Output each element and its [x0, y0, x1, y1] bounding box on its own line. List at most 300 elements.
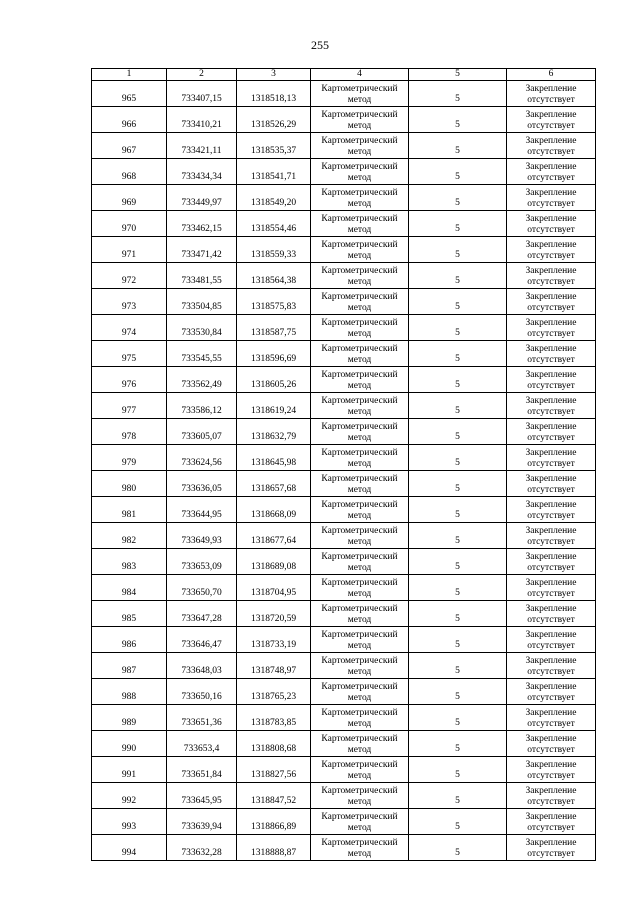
- method-cell-text: Картометрический: [321, 370, 398, 380]
- fixation-cell: [507, 289, 596, 315]
- table-row: [92, 679, 596, 705]
- fixation-cell-text: Закрепление: [525, 162, 577, 172]
- method-cell-text: метод: [347, 745, 372, 755]
- fixation-cell: [507, 263, 596, 289]
- method-cell-text: метод: [347, 95, 372, 105]
- method-cell-text: Картометрический: [321, 162, 398, 172]
- coord-x-cell: [167, 783, 237, 809]
- coord-x-cell: [167, 133, 237, 159]
- point-number-cell: [92, 549, 167, 575]
- method-cell: [311, 835, 409, 861]
- accuracy-cell: [409, 185, 507, 211]
- fixation-cell-text: Закрепление: [525, 838, 577, 848]
- coord-x-cell-text: 733650,70: [181, 588, 222, 598]
- table-row: [92, 367, 596, 393]
- fixation-cell-text: отсутствует: [527, 407, 575, 417]
- page-number: 255: [311, 38, 329, 52]
- method-cell: [311, 315, 409, 341]
- fixation-cell-text: отсутствует: [527, 329, 575, 339]
- accuracy-cell: [409, 835, 507, 861]
- point-number-cell: [92, 679, 167, 705]
- accuracy-cell: [409, 471, 507, 497]
- coord-x-cell-text: 733651,36: [181, 718, 222, 728]
- point-number-cell-text: 967: [121, 146, 137, 156]
- method-cell-text: метод: [347, 199, 372, 209]
- fixation-cell-text: отсутствует: [527, 745, 575, 755]
- method-cell-text: метод: [347, 251, 372, 261]
- table-row: [92, 133, 596, 159]
- method-cell: [311, 367, 409, 393]
- accuracy-cell-text: 5: [455, 536, 460, 546]
- method-cell: [311, 133, 409, 159]
- point-number-cell: [92, 445, 167, 471]
- method-cell: [311, 237, 409, 263]
- method-cell: [311, 393, 409, 419]
- coord-y-cell-text: 1318847,52: [250, 796, 297, 806]
- table-row: [92, 263, 596, 289]
- method-cell-text: Картометрический: [321, 760, 398, 770]
- coord-x-cell-text: 733605,07: [181, 432, 222, 442]
- fixation-cell-text: отсутствует: [527, 277, 575, 287]
- method-cell-text: Картометрический: [321, 682, 398, 692]
- coord-y-cell: [237, 653, 311, 679]
- coord-x-cell-text: 733624,56: [181, 458, 222, 468]
- coord-x-cell: [167, 757, 237, 783]
- coord-x-cell: [167, 289, 237, 315]
- fixation-cell-text: Закрепление: [525, 448, 577, 458]
- method-cell-text: метод: [347, 641, 372, 651]
- column-header: 2: [167, 69, 237, 81]
- method-cell: [311, 289, 409, 315]
- table-row: [92, 393, 596, 419]
- coord-x-cell: [167, 523, 237, 549]
- point-number-cell: [92, 393, 167, 419]
- fixation-cell: [507, 159, 596, 185]
- method-cell: [311, 705, 409, 731]
- coord-y-cell: [237, 237, 311, 263]
- method-cell-text: метод: [347, 693, 372, 703]
- point-number-cell: [92, 497, 167, 523]
- fixation-cell-text: Закрепление: [525, 812, 577, 822]
- fixation-cell: [507, 523, 596, 549]
- fixation-cell-text: отсутствует: [527, 537, 575, 547]
- method-cell-text: Картометрический: [321, 136, 398, 146]
- fixation-cell: [507, 211, 596, 237]
- table-row: [92, 731, 596, 757]
- method-cell-text: метод: [347, 667, 372, 677]
- point-number-cell-text: 994: [121, 848, 137, 858]
- fixation-cell-text: отсутствует: [527, 771, 575, 781]
- coord-y-cell-text: 1318689,08: [250, 562, 297, 572]
- coord-x-cell: [167, 497, 237, 523]
- accuracy-cell: [409, 263, 507, 289]
- coord-y-cell: [237, 315, 311, 341]
- coord-y-cell: [237, 393, 311, 419]
- coord-y-cell-text: 1318888,87: [250, 848, 297, 858]
- accuracy-cell: [409, 289, 507, 315]
- coord-y-cell: [237, 809, 311, 835]
- fixation-cell-text: отсутствует: [527, 173, 575, 183]
- point-number-cell-text: 969: [121, 198, 137, 208]
- accuracy-cell: [409, 107, 507, 133]
- coord-y-cell: [237, 159, 311, 185]
- method-cell: [311, 341, 409, 367]
- coord-x-cell: [167, 185, 237, 211]
- accuracy-cell-text: 5: [455, 848, 460, 858]
- point-number-cell: [92, 809, 167, 835]
- fixation-cell-text: отсутствует: [527, 199, 575, 209]
- point-number-cell: [92, 601, 167, 627]
- accuracy-cell-text: 5: [455, 354, 460, 364]
- method-cell-text: Картометрический: [321, 500, 398, 510]
- fixation-cell: [507, 627, 596, 653]
- accuracy-cell: [409, 653, 507, 679]
- coord-x-cell-text: 733647,28: [181, 614, 222, 624]
- method-cell-text: метод: [347, 719, 372, 729]
- coord-y-cell-text: 1318668,09: [250, 510, 297, 520]
- coord-x-cell-text: 733636,05: [181, 484, 222, 494]
- method-cell-text: Картометрический: [321, 552, 398, 562]
- method-cell-text: метод: [347, 407, 372, 417]
- point-number-cell: [92, 419, 167, 445]
- method-cell-text: метод: [347, 771, 372, 781]
- coord-x-cell-text: 733407,15: [181, 94, 222, 104]
- accuracy-cell: [409, 705, 507, 731]
- coord-y-cell-text: 1318549,20: [250, 198, 297, 208]
- table-row: [92, 497, 596, 523]
- method-cell: [311, 549, 409, 575]
- accuracy-cell: [409, 601, 507, 627]
- coord-y-cell: [237, 523, 311, 549]
- coord-x-cell-text: 733434,34: [181, 172, 222, 182]
- accuracy-cell: [409, 367, 507, 393]
- table-row: [92, 627, 596, 653]
- coord-y-cell-text: 1318748,97: [250, 666, 297, 676]
- coord-x-cell-text: 733649,93: [181, 536, 222, 546]
- accuracy-cell-text: 5: [455, 588, 460, 598]
- point-number-cell: [92, 523, 167, 549]
- point-number-cell-text: 984: [121, 588, 137, 598]
- method-cell-text: метод: [347, 849, 372, 859]
- coord-y-cell: [237, 575, 311, 601]
- coord-x-cell: [167, 237, 237, 263]
- accuracy-cell-text: 5: [455, 484, 460, 494]
- coord-y-cell-text: 1318605,26: [250, 380, 297, 390]
- accuracy-cell: [409, 315, 507, 341]
- table-row: [92, 289, 596, 315]
- point-number-cell-text: 985: [121, 614, 137, 624]
- fixation-cell: [507, 575, 596, 601]
- coord-y-cell-text: 1318720,59: [250, 614, 297, 624]
- accuracy-cell-text: 5: [455, 276, 460, 286]
- fixation-cell: [507, 133, 596, 159]
- point-number-cell-text: 978: [121, 432, 137, 442]
- coord-x-cell-text: 733651,84: [181, 770, 222, 780]
- fixation-cell: [507, 393, 596, 419]
- method-cell-text: метод: [347, 823, 372, 833]
- accuracy-cell: [409, 81, 507, 107]
- coord-y-cell-text: 1318783,85: [250, 718, 297, 728]
- method-cell: [311, 653, 409, 679]
- accuracy-cell-text: 5: [455, 770, 460, 780]
- method-cell-text: метод: [347, 615, 372, 625]
- coord-x-cell: [167, 263, 237, 289]
- table-row: [92, 237, 596, 263]
- coord-x-cell: [167, 81, 237, 107]
- point-number-cell: [92, 835, 167, 861]
- method-cell-text: метод: [347, 797, 372, 807]
- point-number-cell-text: 975: [121, 354, 137, 364]
- fixation-cell-text: отсутствует: [527, 459, 575, 469]
- table-body: [92, 81, 596, 861]
- table-row: [92, 601, 596, 627]
- accuracy-cell-text: 5: [455, 796, 460, 806]
- fixation-cell-text: Закрепление: [525, 630, 577, 640]
- point-number-cell: [92, 705, 167, 731]
- method-cell-text: метод: [347, 433, 372, 443]
- coord-x-cell-text: 733645,95: [181, 796, 222, 806]
- coord-y-cell-text: 1318587,75: [250, 328, 297, 338]
- method-cell: [311, 263, 409, 289]
- table-row: [92, 159, 596, 185]
- fixation-cell-text: отсутствует: [527, 693, 575, 703]
- method-cell: [311, 497, 409, 523]
- table-row: [92, 809, 596, 835]
- point-number-cell: [92, 783, 167, 809]
- coord-y-cell-text: 1318554,46: [250, 224, 297, 234]
- method-cell-text: метод: [347, 563, 372, 573]
- method-cell: [311, 601, 409, 627]
- coord-y-cell: [237, 263, 311, 289]
- coord-x-cell: [167, 445, 237, 471]
- fixation-cell: [507, 367, 596, 393]
- column-header: 6: [507, 69, 596, 81]
- accuracy-cell-text: 5: [455, 614, 460, 624]
- fixation-cell-text: отсутствует: [527, 381, 575, 391]
- column-header: 5: [409, 69, 507, 81]
- point-number-cell-text: 974: [121, 328, 137, 338]
- point-number-cell: [92, 289, 167, 315]
- coord-y-cell-text: 1318526,29: [250, 120, 297, 130]
- coord-y-cell: [237, 419, 311, 445]
- fixation-cell-text: Закрепление: [525, 188, 577, 198]
- point-number-cell-text: 989: [121, 718, 137, 728]
- fixation-cell-text: Закрепление: [525, 552, 577, 562]
- table-row: [92, 757, 596, 783]
- fixation-cell: [507, 445, 596, 471]
- coord-y-cell: [237, 185, 311, 211]
- fixation-cell-text: отсутствует: [527, 511, 575, 521]
- point-number-cell-text: 979: [121, 458, 137, 468]
- coord-x-cell: [167, 575, 237, 601]
- fixation-cell-text: Закрепление: [525, 214, 577, 224]
- point-number-cell-text: 966: [121, 120, 137, 130]
- fixation-cell-text: отсутствует: [527, 251, 575, 261]
- fixation-cell: [507, 731, 596, 757]
- accuracy-cell: [409, 809, 507, 835]
- fixation-cell-text: Закрепление: [525, 318, 577, 328]
- accuracy-cell: [409, 393, 507, 419]
- coord-y-cell-text: 1318733,19: [250, 640, 297, 650]
- method-cell: [311, 783, 409, 809]
- accuracy-cell: [409, 211, 507, 237]
- point-number-cell-text: 983: [121, 562, 137, 572]
- table-header-row: [92, 69, 596, 81]
- fixation-cell-text: отсутствует: [527, 719, 575, 729]
- coord-x-cell: [167, 835, 237, 861]
- method-cell-text: Картометрический: [321, 188, 398, 198]
- table-row: [92, 81, 596, 107]
- accuracy-cell-text: 5: [455, 510, 460, 520]
- point-number-cell-text: 973: [121, 302, 137, 312]
- table-row: [92, 783, 596, 809]
- method-cell: [311, 627, 409, 653]
- coord-x-cell: [167, 549, 237, 575]
- method-cell-text: метод: [347, 459, 372, 469]
- point-number-cell-text: 965: [121, 94, 137, 104]
- method-cell: [311, 185, 409, 211]
- coord-x-cell-text: 733504,85: [181, 302, 222, 312]
- coord-x-cell: [167, 211, 237, 237]
- coord-y-cell-text: 1318596,69: [250, 354, 297, 364]
- fixation-cell-text: Закрепление: [525, 708, 577, 718]
- fixation-cell-text: отсутствует: [527, 433, 575, 443]
- accuracy-cell-text: 5: [455, 562, 460, 572]
- table-row: [92, 471, 596, 497]
- method-cell-text: Картометрический: [321, 214, 398, 224]
- coord-y-cell: [237, 627, 311, 653]
- coord-y-cell: [237, 289, 311, 315]
- coord-y-cell: [237, 367, 311, 393]
- fixation-cell-text: отсутствует: [527, 563, 575, 573]
- method-cell-text: Картометрический: [321, 604, 398, 614]
- point-number-cell-text: 972: [121, 276, 137, 286]
- coord-y-cell: [237, 731, 311, 757]
- method-cell-text: метод: [347, 355, 372, 365]
- method-cell-text: метод: [347, 303, 372, 313]
- point-number-cell-text: 986: [121, 640, 137, 650]
- accuracy-cell: [409, 679, 507, 705]
- fixation-cell: [507, 783, 596, 809]
- column-header: 4: [311, 69, 409, 81]
- fixation-cell-text: отсутствует: [527, 667, 575, 677]
- coord-x-cell-text: 733639,94: [181, 822, 222, 832]
- coord-y-cell-text: 1318575,83: [250, 302, 297, 312]
- accuracy-cell-text: 5: [455, 744, 460, 754]
- point-number-cell: [92, 315, 167, 341]
- fixation-cell-text: Закрепление: [525, 136, 577, 146]
- coord-y-cell: [237, 107, 311, 133]
- coord-x-cell: [167, 107, 237, 133]
- fixation-cell-text: отсутствует: [527, 147, 575, 157]
- column-header: 3: [237, 69, 311, 81]
- accuracy-cell-text: 5: [455, 198, 460, 208]
- point-number-cell-text: 970: [121, 224, 137, 234]
- coord-x-cell-text: 733530,84: [181, 328, 222, 338]
- coord-x-cell: [167, 341, 237, 367]
- fixation-cell: [507, 471, 596, 497]
- point-number-cell-text: 968: [121, 172, 137, 182]
- accuracy-cell: [409, 523, 507, 549]
- accuracy-cell-text: 5: [455, 380, 460, 390]
- method-cell: [311, 81, 409, 107]
- method-cell-text: Картометрический: [321, 526, 398, 536]
- accuracy-cell-text: 5: [455, 432, 460, 442]
- accuracy-cell-text: 5: [455, 406, 460, 416]
- coord-y-cell: [237, 341, 311, 367]
- coord-x-cell-text: 733410,21: [181, 120, 222, 130]
- fixation-cell-text: отсутствует: [527, 121, 575, 131]
- fixation-cell: [507, 341, 596, 367]
- fixation-cell: [507, 601, 596, 627]
- accuracy-cell-text: 5: [455, 94, 460, 104]
- point-number-cell: [92, 471, 167, 497]
- accuracy-cell: [409, 237, 507, 263]
- method-cell-text: Картометрический: [321, 396, 398, 406]
- table-row: [92, 107, 596, 133]
- coord-y-cell: [237, 497, 311, 523]
- fixation-cell-text: Закрепление: [525, 110, 577, 120]
- method-cell: [311, 679, 409, 705]
- method-cell: [311, 731, 409, 757]
- coord-y-cell: [237, 679, 311, 705]
- coord-y-cell: [237, 445, 311, 471]
- method-cell-text: Картометрический: [321, 422, 398, 432]
- method-cell-text: Картометрический: [321, 786, 398, 796]
- fixation-cell: [507, 419, 596, 445]
- point-number-cell-text: 990: [121, 744, 137, 754]
- coord-y-cell: [237, 601, 311, 627]
- fixation-cell: [507, 549, 596, 575]
- table-row: [92, 341, 596, 367]
- point-number-cell: [92, 757, 167, 783]
- point-number-cell-text: 993: [121, 822, 137, 832]
- coord-y-cell-text: 1318704,95: [250, 588, 297, 598]
- coord-x-cell-text: 733653,4: [183, 744, 220, 754]
- accuracy-cell: [409, 133, 507, 159]
- table-row: [92, 653, 596, 679]
- coord-y-cell: [237, 211, 311, 237]
- table-row: [92, 549, 596, 575]
- coord-x-cell-text: 733646,47: [181, 640, 222, 650]
- coord-y-cell-text: 1318564,38: [250, 276, 297, 286]
- fixation-cell-text: отсутствует: [527, 849, 575, 859]
- method-cell-text: Картометрический: [321, 266, 398, 276]
- accuracy-cell-text: 5: [455, 146, 460, 156]
- accuracy-cell: [409, 159, 507, 185]
- accuracy-cell: [409, 627, 507, 653]
- fixation-cell: [507, 757, 596, 783]
- coord-y-cell-text: 1318645,98: [250, 458, 297, 468]
- fixation-cell-text: Закрепление: [525, 734, 577, 744]
- method-cell-text: Картометрический: [321, 734, 398, 744]
- fixation-cell-text: отсутствует: [527, 589, 575, 599]
- method-cell-text: Картометрический: [321, 448, 398, 458]
- fixation-cell-text: Закрепление: [525, 422, 577, 432]
- accuracy-cell-text: 5: [455, 302, 460, 312]
- point-number-cell-text: 988: [121, 692, 137, 702]
- coord-x-cell: [167, 419, 237, 445]
- method-cell: [311, 107, 409, 133]
- method-cell-text: метод: [347, 173, 372, 183]
- coord-x-cell-text: 733545,55: [181, 354, 222, 364]
- coord-y-cell-text: 1318619,24: [250, 406, 297, 416]
- point-number-cell-text: 971: [121, 250, 137, 260]
- table-row: [92, 705, 596, 731]
- coord-y-cell-text: 1318866,89: [250, 822, 297, 832]
- point-number-cell-text: 980: [121, 484, 137, 494]
- accuracy-cell: [409, 575, 507, 601]
